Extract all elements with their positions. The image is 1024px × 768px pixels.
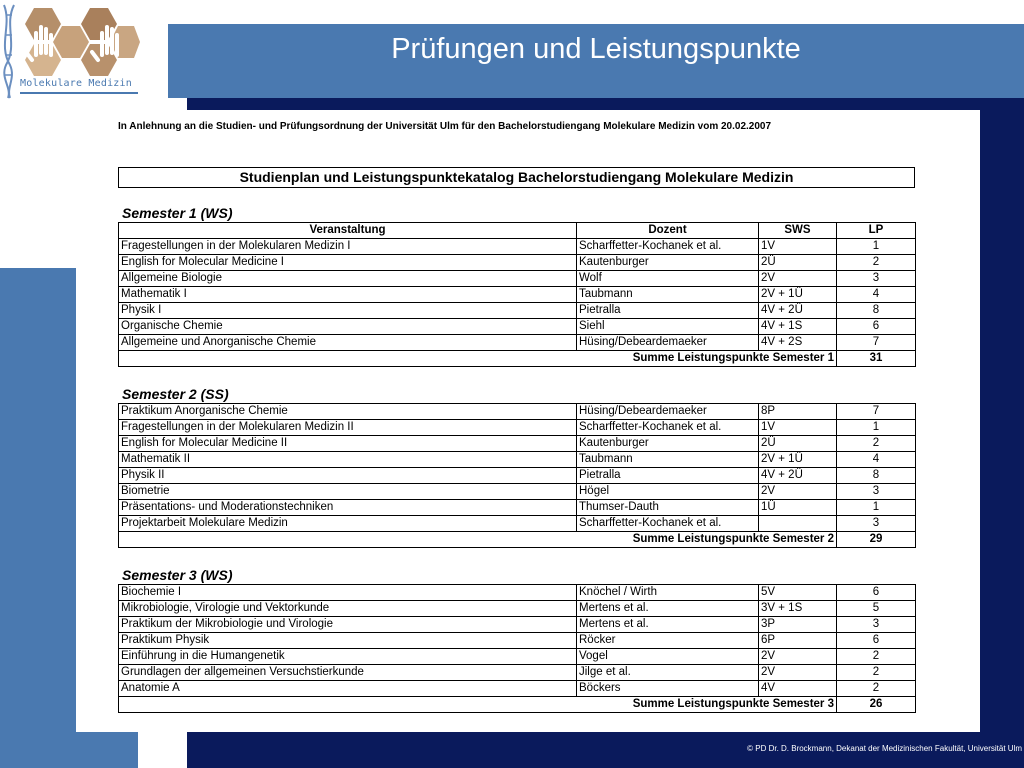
cell-lp: 2 (837, 681, 916, 697)
cell-course: Grundlagen der allgemeinen Versuchstierkunde (119, 665, 577, 681)
semester-1-title: Semester 1 (WS) (122, 205, 233, 221)
table-row (119, 287, 916, 303)
cell-lp: 3 (837, 271, 916, 287)
column-header-course: Veranstaltung (119, 223, 577, 239)
cell-course: Allgemeine Biologie (119, 271, 577, 287)
cell-course: English for Molecular Medicine II (119, 436, 577, 452)
table-header-row (119, 223, 916, 239)
cell-lp: 3 (837, 516, 916, 532)
cell-sws: 5V (759, 585, 837, 601)
cell-sws: 2Ü (759, 436, 837, 452)
cell-lp: 3 (837, 484, 916, 500)
cell-lecturer: Mertens et al. (577, 617, 759, 633)
cell-lecturer: Wolf (577, 271, 759, 287)
sum-value: 29 (837, 532, 916, 548)
column-header-sws: SWS (759, 223, 837, 239)
table-row (119, 633, 916, 649)
cell-lp: 2 (837, 649, 916, 665)
cell-lp: 1 (837, 239, 916, 255)
cell-sws: 3V + 1S (759, 601, 837, 617)
slide-title: Prüfungen und Leistungspunkte (391, 33, 801, 65)
cell-lecturer: Siehl (577, 319, 759, 335)
cell-lp: 8 (837, 303, 916, 319)
cell-sws: 2V (759, 271, 837, 287)
intro-text: In Anlehnung an die Studien- und Prüfungsordnung der Universität Ulm für den Bachelorstudiengang Molekulare Medizin vom 20.02.2007 (118, 121, 772, 132)
table-row (119, 601, 916, 617)
cell-lecturer: Taubmann (577, 287, 759, 303)
cell-course: Biometrie (119, 484, 577, 500)
sum-label: Summe Leistungspunkte Semester 2 (119, 532, 837, 548)
cell-lecturer: Pietralla (577, 303, 759, 319)
cell-lecturer: Scharffetter-Kochanek et al. (577, 420, 759, 436)
cell-lecturer: Scharffetter-Kochanek et al. (577, 239, 759, 255)
cell-lecturer: Jilge et al. (577, 665, 759, 681)
sum-value: 26 (837, 697, 916, 713)
table-row (119, 484, 916, 500)
cell-lecturer: Kautenburger (577, 255, 759, 271)
table-row (119, 319, 916, 335)
catalog-title: Studienplan und Leistungspunktekatalog Bachelorstudiengang Molekulare Medizin (118, 167, 915, 188)
cell-sws: 4V + 2Ü (759, 303, 837, 319)
cell-course: English for Molecular Medicine I (119, 255, 577, 271)
logo-underline (20, 92, 138, 94)
cell-lecturer: Röcker (577, 633, 759, 649)
table-row (119, 271, 916, 287)
table-row (119, 500, 916, 516)
cell-course: Mathematik II (119, 452, 577, 468)
cell-sws: 1V (759, 239, 837, 255)
cell-lecturer: Thumser-Dauth (577, 500, 759, 516)
footer-copyright: © PD Dr. D. Brockmann, Dekanat der Medizinischen Fakultät, Universität Ulm (747, 744, 1022, 753)
molekulare-medizin-logo (0, 0, 140, 100)
table-row (119, 303, 916, 319)
sum-row (119, 697, 916, 713)
table-row (119, 681, 916, 697)
cell-lp: 2 (837, 665, 916, 681)
semester-3-table (118, 584, 916, 713)
table-row (119, 335, 916, 351)
cell-course: Projektarbeit Molekulare Medizin (119, 516, 577, 532)
sum-label: Summe Leistungspunkte Semester 1 (119, 351, 837, 367)
sum-row (119, 532, 916, 548)
cell-sws: 3P (759, 617, 837, 633)
cell-sws: 1Ü (759, 500, 837, 516)
table-row (119, 665, 916, 681)
table-row (119, 585, 916, 601)
cell-lecturer: Böckers (577, 681, 759, 697)
semester-3-title: Semester 3 (WS) (122, 567, 233, 583)
cell-sws: 2Ü (759, 255, 837, 271)
cell-lp: 7 (837, 335, 916, 351)
cell-course: Präsentations- und Moderationstechniken (119, 500, 577, 516)
cell-lecturer: Taubmann (577, 452, 759, 468)
cell-course: Mathematik I (119, 287, 577, 303)
cell-sws: 4V + 2Ü (759, 468, 837, 484)
column-header-lecturer: Dozent (577, 223, 759, 239)
cell-sws: 2V (759, 484, 837, 500)
sum-row (119, 351, 916, 367)
cell-lp: 4 (837, 452, 916, 468)
cell-course: Praktikum Anorganische Chemie (119, 404, 577, 420)
cell-lp: 1 (837, 500, 916, 516)
cell-lp: 8 (837, 468, 916, 484)
cell-lp: 4 (837, 287, 916, 303)
cell-sws: 2V + 1Ü (759, 287, 837, 303)
cell-lp: 2 (837, 436, 916, 452)
cell-lp: 3 (837, 617, 916, 633)
cell-course: Fragestellungen in der Molekularen Medizin I (119, 239, 577, 255)
cell-lecturer: Mertens et al. (577, 601, 759, 617)
cell-course: Physik I (119, 303, 577, 319)
table-row (119, 255, 916, 271)
cell-course: Praktikum Physik (119, 633, 577, 649)
cell-course: Praktikum der Mikrobiologie und Virologie (119, 617, 577, 633)
table-row (119, 404, 916, 420)
cell-sws: 2V (759, 649, 837, 665)
cell-lecturer: Vogel (577, 649, 759, 665)
cell-lp: 2 (837, 255, 916, 271)
semester-2-title: Semester 2 (SS) (122, 386, 229, 402)
table-row (119, 617, 916, 633)
cell-lecturer: Scharffetter-Kochanek et al. (577, 516, 759, 532)
table-row (119, 649, 916, 665)
cell-course: Biochemie I (119, 585, 577, 601)
cell-sws: 6P (759, 633, 837, 649)
cell-sws: 4V + 1S (759, 319, 837, 335)
cell-lp: 7 (837, 404, 916, 420)
cell-sws: 2V (759, 665, 837, 681)
column-header-lp: LP (837, 223, 916, 239)
cell-lecturer: Pietralla (577, 468, 759, 484)
cell-course: Einführung in die Humangenetik (119, 649, 577, 665)
cell-sws (759, 516, 837, 532)
cell-lp: 1 (837, 420, 916, 436)
table-row (119, 468, 916, 484)
cell-course: Fragestellungen in der Molekularen Medizin II (119, 420, 577, 436)
cell-course: Physik II (119, 468, 577, 484)
table-row (119, 436, 916, 452)
cell-sws: 4V + 2S (759, 335, 837, 351)
cell-lecturer: Hüsing/Debeardemaeker (577, 404, 759, 420)
cell-sws: 8P (759, 404, 837, 420)
cell-lp: 6 (837, 319, 916, 335)
semester-1-table (118, 222, 916, 367)
cell-course: Mikrobiologie, Virologie und Vektorkunde (119, 601, 577, 617)
table-row (119, 420, 916, 436)
cell-lecturer: Hüsing/Debeardemaeker (577, 335, 759, 351)
cell-course: Allgemeine und Anorganische Chemie (119, 335, 577, 351)
cell-course: Anatomie A (119, 681, 577, 697)
cell-sws: 2V + 1Ü (759, 452, 837, 468)
sum-value: 31 (837, 351, 916, 367)
table-row (119, 239, 916, 255)
cell-lp: 6 (837, 633, 916, 649)
cell-sws: 4V (759, 681, 837, 697)
cell-lecturer: Kautenburger (577, 436, 759, 452)
sum-label: Summe Leistungspunkte Semester 3 (119, 697, 837, 713)
cell-lp: 5 (837, 601, 916, 617)
cell-lecturer: Högel (577, 484, 759, 500)
cell-sws: 1V (759, 420, 837, 436)
semester-2-table (118, 403, 916, 548)
cell-course: Organische Chemie (119, 319, 577, 335)
cell-lecturer: Knöchel / Wirth (577, 585, 759, 601)
logo-label: Molekulare Medizin (20, 78, 132, 89)
table-row (119, 516, 916, 532)
cell-lp: 6 (837, 585, 916, 601)
table-row (119, 452, 916, 468)
